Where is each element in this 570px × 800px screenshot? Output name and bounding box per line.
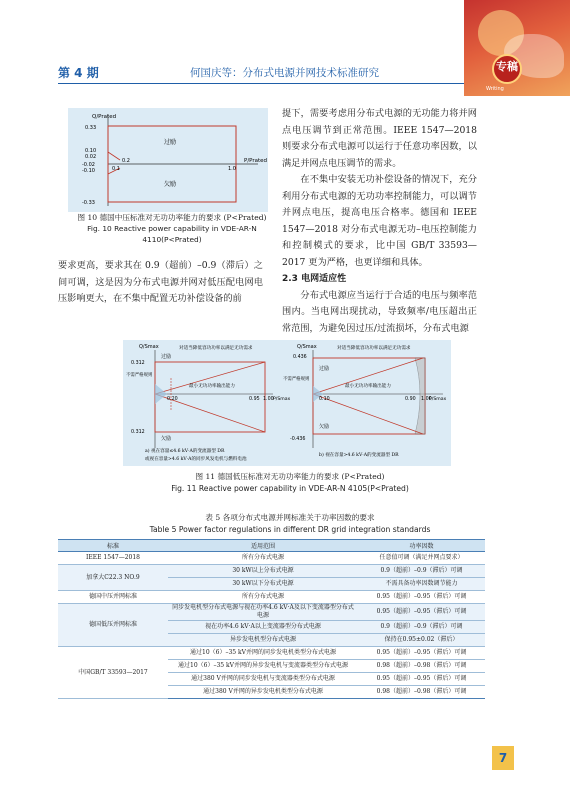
table-cell: 通过10（6）–35 kV并网的同步发电机类型分布式电源 xyxy=(168,647,358,660)
table-5 xyxy=(58,539,485,699)
table-cell: IEEE 1547—2018 xyxy=(58,552,168,565)
paragraph: 要求更高，要求其在 0.9（超前）–0.9（滞后）之间可调，这是因为分布式电源并网对低压配电网电压影响更大，在不集中配置无功补偿设备的前 xyxy=(58,260,263,304)
table-cell: 加拿大C22.3 NO.9 xyxy=(58,565,168,591)
top-note: 对适当降低容功功率以满足无功需求 xyxy=(179,346,253,351)
table-cell: 德国中压并网标准 xyxy=(58,591,168,604)
x-tick: 0.90 xyxy=(405,397,416,402)
column-header: 适用范围 xyxy=(168,540,358,552)
figure-11-caption xyxy=(100,471,480,495)
table-cell: 所有分布式电源 xyxy=(168,552,358,565)
left-column-text xyxy=(58,258,263,308)
y-tick: 0.312 xyxy=(131,430,145,435)
corner-small-text: Writing xyxy=(486,86,504,92)
caption-cn: 表 5 各项分布式电源并网标准关于功率因数的要求 xyxy=(205,513,375,522)
running-title: 何国庆等：分布式电源并网技术标准研究 xyxy=(190,67,379,79)
region-side: 不需严格规则 xyxy=(283,377,310,382)
table-cell: 0.9（超前）–0.9（滞后）可调 xyxy=(358,565,485,578)
panel-a-label-1: a) 视在容量≤4.6 kV·A的变流器型 DR xyxy=(145,449,225,454)
x-tick: 1.00 xyxy=(421,397,432,402)
table-header-row xyxy=(58,540,485,552)
y-tick: 0.312 xyxy=(131,361,145,366)
table-cell: 同步发电机型分布式电源与视在功率4.6 kV·A及以下变流器型分布式电源 xyxy=(168,604,358,621)
section-heading: 2.3 电网适应性 xyxy=(282,274,347,284)
top-note: 对适当降低容功功率以满足无功需求 xyxy=(337,346,411,351)
y-tick: -0.33 xyxy=(82,200,95,206)
figure-11 xyxy=(123,340,451,466)
mid-note: 最小无功功率输出能力 xyxy=(345,384,391,389)
caption-cn: 图 10 德国中压标准对无功功率能力的要求 (P<Prated) xyxy=(77,213,267,222)
right-column-text xyxy=(282,106,477,337)
table-row xyxy=(58,565,485,578)
x-tick: 0.95 xyxy=(249,397,260,402)
x-axis-label: P/Prated xyxy=(244,158,268,164)
y-tick: 0.436 xyxy=(293,355,307,360)
x-tick: 0.2 xyxy=(122,158,130,164)
table-cell: 任意值可调（满足并网点要求） xyxy=(358,552,485,565)
region-under: 欠励 xyxy=(161,436,172,442)
column-header: 功率因数 xyxy=(358,540,485,552)
table-cell: 通过10（6）–35 kV并网的异步发电机与变流器类型分布式电源 xyxy=(168,660,358,673)
table-row xyxy=(58,552,485,565)
y-tick: 0.10 xyxy=(85,148,97,154)
figure-11-panel-a xyxy=(126,344,291,462)
running-header xyxy=(58,62,470,84)
panel-b-label: b) 视在容量>4.6 kV·A的变流器型 DR xyxy=(319,453,399,458)
table-cell: 通过380 V并网的同步发电机与变流器类型分布式电源 xyxy=(168,673,358,686)
y-axis-label: Q/Prated xyxy=(92,114,117,120)
table-cell: 30 kW以上分布式电源 xyxy=(168,565,358,578)
caption-en: Table 5 Power factor regulations in different DR grid integration standards xyxy=(149,525,431,534)
panel-a-label-2: 或视在容量>4.6 kV·A的同步风发电机与燃料电池 xyxy=(145,457,247,462)
y-axis-label: Q/Smax xyxy=(139,344,159,350)
y-tick: 0.33 xyxy=(85,125,97,131)
column-header: 标准 xyxy=(58,540,168,552)
paragraph: 在不集中安装无功补偿设备的情况下，充分利用分布式电源的无功功率控制能力，可以调节并网点电压，提高电压合格率。德国和 IEEE 1547—2018 对分布式电源无功–电压控制能力和控制模式的要求，比中国 GB/T 33593—2017 更为严格，也更详细和具体。 xyxy=(282,174,477,268)
region-side: 不需严格规则 xyxy=(126,373,153,378)
x-axis-label: P/Smax xyxy=(273,397,291,402)
region-over: 过励 xyxy=(164,139,177,146)
table-row xyxy=(58,647,485,660)
table-cell: 视在功率4.6 kV·A以上变流器型分布式电源 xyxy=(168,621,358,634)
table-cell: 0.98（超前）–0.98（滞后）可调 xyxy=(358,686,485,699)
region-over: 过励 xyxy=(161,354,172,360)
x-tick: 0.20 xyxy=(167,397,178,402)
table-row xyxy=(58,591,485,604)
region-under: 欠励 xyxy=(164,181,177,188)
x-tick: 0.1 xyxy=(112,166,120,172)
page-number: 7 xyxy=(492,746,514,770)
y-tick: -0.436 xyxy=(290,437,306,442)
table-row xyxy=(58,604,485,621)
table-cell: 所有分布式电源 xyxy=(168,591,358,604)
table-cell: 德国低压并网标准 xyxy=(58,604,168,647)
y-tick: -0.02 xyxy=(82,162,95,168)
figure-10-caption xyxy=(62,212,282,245)
table-cell: 异步发电机型分布式电源 xyxy=(168,634,358,647)
issue-number: 第 4 期 xyxy=(58,66,99,80)
x-axis-label: P/Smax xyxy=(429,397,447,402)
table-5-caption xyxy=(90,512,490,536)
y-tick: -0.10 xyxy=(82,168,95,174)
x-tick: 0.10 xyxy=(319,397,330,402)
mid-note: 最小无功功率输出能力 xyxy=(189,384,235,389)
table-cell: 0.9（超前）–0.9（滞后）可调 xyxy=(358,621,485,634)
caption-en: Fig. 11 Reactive power capability in VDE-AR-N 4105(P<Prated) xyxy=(171,484,409,493)
table-cell: 0.95（超前）–0.95（滞后）可调 xyxy=(358,647,485,660)
table-cell: 30 kW以下分布式电源 xyxy=(168,578,358,591)
table-cell: 0.95（超前）–0.95（滞后）可调 xyxy=(358,604,485,621)
y-axis-label: Q/Smax xyxy=(297,344,317,350)
corner-seal-text: 专稿 xyxy=(496,60,518,73)
table-cell: 中国GB/T 33593—2017 xyxy=(58,647,168,699)
figure-11-panel-b xyxy=(283,344,447,458)
paragraph: 提下，需要考虑用分布式电源的无功能力将并网点电压调节到正常范围。IEEE 1547—2018 则要求分布式电源可以运行于任意功率因数，以满足并网点电压调节的需求。 xyxy=(282,108,477,169)
x-tick: 1.00 xyxy=(263,397,274,402)
figure-10 xyxy=(68,108,268,212)
caption-cn: 图 11 德国低压标准对无功功率能力的要求 (P<Prated) xyxy=(195,472,385,481)
table-cell: 不需具备功率因数调节能力 xyxy=(358,578,485,591)
journal-corner-logo xyxy=(464,0,570,96)
table-cell: 通过380 V并网的异步发电机类型分布式电源 xyxy=(168,686,358,699)
table-cell: 0.95（超前）–0.95（滞后）可调 xyxy=(358,673,485,686)
region-under: 欠励 xyxy=(319,424,330,430)
table-cell: 0.98（超前）–0.98（滞后）可调 xyxy=(358,660,485,673)
x-tick: 1.0 xyxy=(228,166,236,172)
caption-en: Fig. 10 Reactive power capability in VDE-AR-N 4110(P<Prated) xyxy=(87,224,257,244)
region-over: 过励 xyxy=(319,366,330,372)
table-cell: 保持在0.95±0.02（滞后） xyxy=(358,634,485,647)
y-tick: 0.02 xyxy=(85,154,97,160)
table-cell: 0.95（超前）–0.95（滞后）可调 xyxy=(358,591,485,604)
paragraph: 分布式电源应当运行于合适的电压与频率范围内。当电网出现扰动，导致频率/电压超出正常范围，为避免因过压/过流损坏，分布式电源 xyxy=(282,289,477,334)
